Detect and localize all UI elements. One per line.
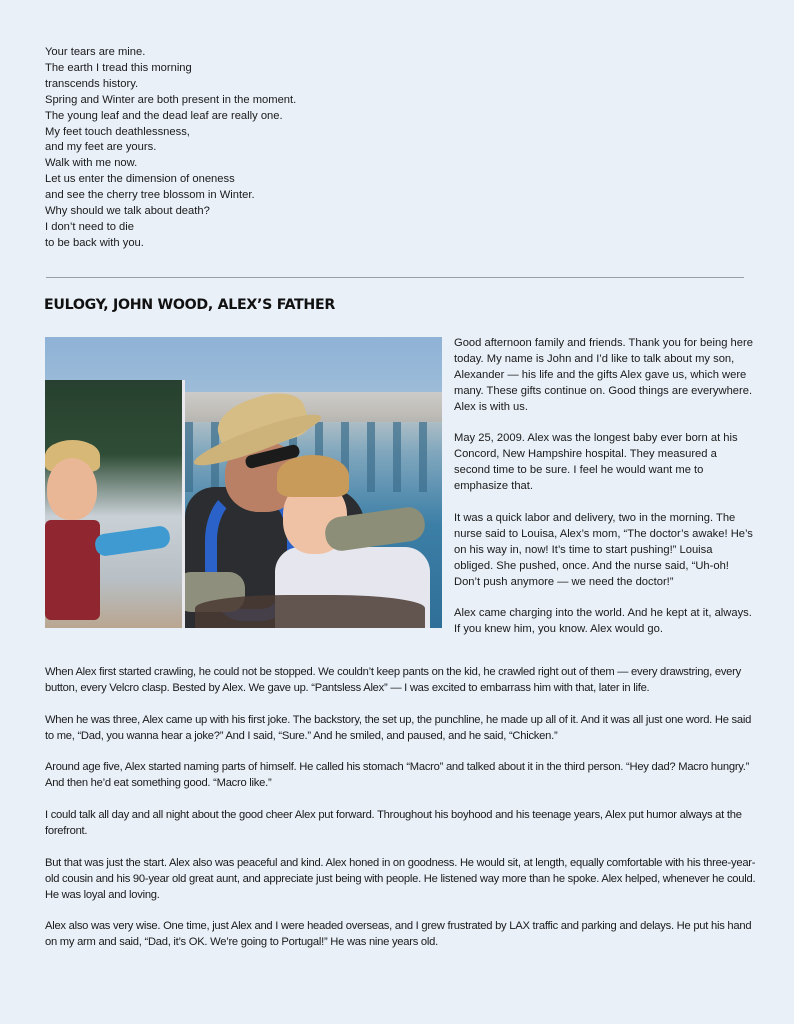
poem-line: and my feet are yours. — [45, 141, 157, 154]
poster-child-arm — [94, 525, 171, 557]
eulogy-intro-column — [454, 336, 754, 654]
poem-line: transcends history. — [45, 77, 139, 90]
poem-line: Your tears are mine. — [45, 46, 146, 58]
poster-child-face — [47, 458, 97, 520]
photo-foreground-blur — [195, 595, 425, 628]
poem-line: Why should we talk about death? — [45, 205, 210, 218]
poem-line: My feet touch deathlessness, — [45, 125, 190, 138]
section-divider — [46, 277, 744, 278]
paragraph: May 25, 2009. Alex was the longest baby ever born at his Concord, New Hampshire hospital. They measured a second time to be sure. I feel he would want me to emphasize that. — [454, 432, 738, 493]
poem-line: The young leaf and the dead leaf are really one. — [45, 109, 283, 122]
poem-line: I don’t need to die — [45, 220, 134, 233]
paragraph: When he was three, Alex came up with his first joke. The backstory, the set up, the punchline, he made up all of it. And it was all just one word. He said to me, “Dad, you wanna hear a joke?” And I said, “Sure.” And he smiled, and paused, and he said, “Chicken.” — [45, 713, 752, 742]
poem-line: The earth I tread this morning — [45, 61, 192, 74]
paragraph: It was a quick labor and delivery, two in the morning. The nurse said to Louisa, Alex’s mom, “The doctor’s awake! He’s on his way in, now! It’s time to start pushing!” Louisa obliged. She pushed, once. And the nurse said, “Uh-oh! Don’t push anymore — we need the doctor!” — [454, 511, 753, 588]
paragraph: I could talk all day and all night about the good cheer Alex put forward. Throughout his boyhood and his teenage years, Alex put humor always at the forefront. — [45, 809, 742, 838]
section-heading: EULOGY, JOHN WOOD, ALEX’S FATHER — [44, 297, 335, 313]
paragraph: Alex came charging into the world. And he kept at it, always. If you knew him, you know. Alex would go. — [454, 607, 752, 636]
poem-line: to be back with you. — [45, 236, 144, 249]
eulogy-body — [45, 665, 757, 967]
paragraph: When Alex first started crawling, he could not be stopped. We couldn’t keep pants on the kid, he crawled right out of them — every drawstring, every button, every Velcro clasp. Bested by Alex. We gave up. “Pantsless Alex” — I was excited to embarrass him with that, later in life. — [45, 666, 741, 694]
paragraph: Alex also was very wise. One time, just Alex and I were headed overseas, and I grew frustrated by LAX traffic and parking and delays. He put his hand on my arm and said, “Dad, it’s OK. We’re going to Portugal!” He was nine years old. — [45, 920, 752, 949]
paragraph: But that was just the start. Alex also was peaceful and kind. Alex honed in on goodness. He would sit, at length, equally comfortable with his three-year-old cousin and his 90-year old great aunt, and appreciate just being with people. He listened way more than he spoke. Alex helped, whenever he could. He was loyal and loving. — [45, 856, 756, 901]
poem-line: Walk with me now. — [45, 157, 138, 170]
photo-poster-of-child — [45, 380, 185, 628]
paragraph: Good afternoon family and friends. Thank you for being here today. My name is John and I’d like to talk about my son, Alexander — his life and the gifts Alex gave us, which were many. These gifts continue on. Good things are everywhere. Alex is with us. — [454, 337, 753, 413]
poem-line: and see the cherry tree blossom in Winter. — [45, 189, 255, 202]
poem-line: Let us enter the dimension of oneness — [45, 173, 235, 186]
poem-line: Spring and Winter are both present in the moment. — [45, 93, 297, 106]
father-son-photo — [45, 337, 442, 628]
poster-child-life-vest — [45, 520, 100, 620]
poem — [45, 45, 365, 252]
photo-boy-hair — [277, 455, 349, 497]
paragraph: Around age five, Alex started naming parts of himself. He called his stomach “Macro” and talked about it in the third person. “Hey dad? Macro hungry.” And then he’d eat something good. “Macro like.” — [45, 761, 750, 790]
